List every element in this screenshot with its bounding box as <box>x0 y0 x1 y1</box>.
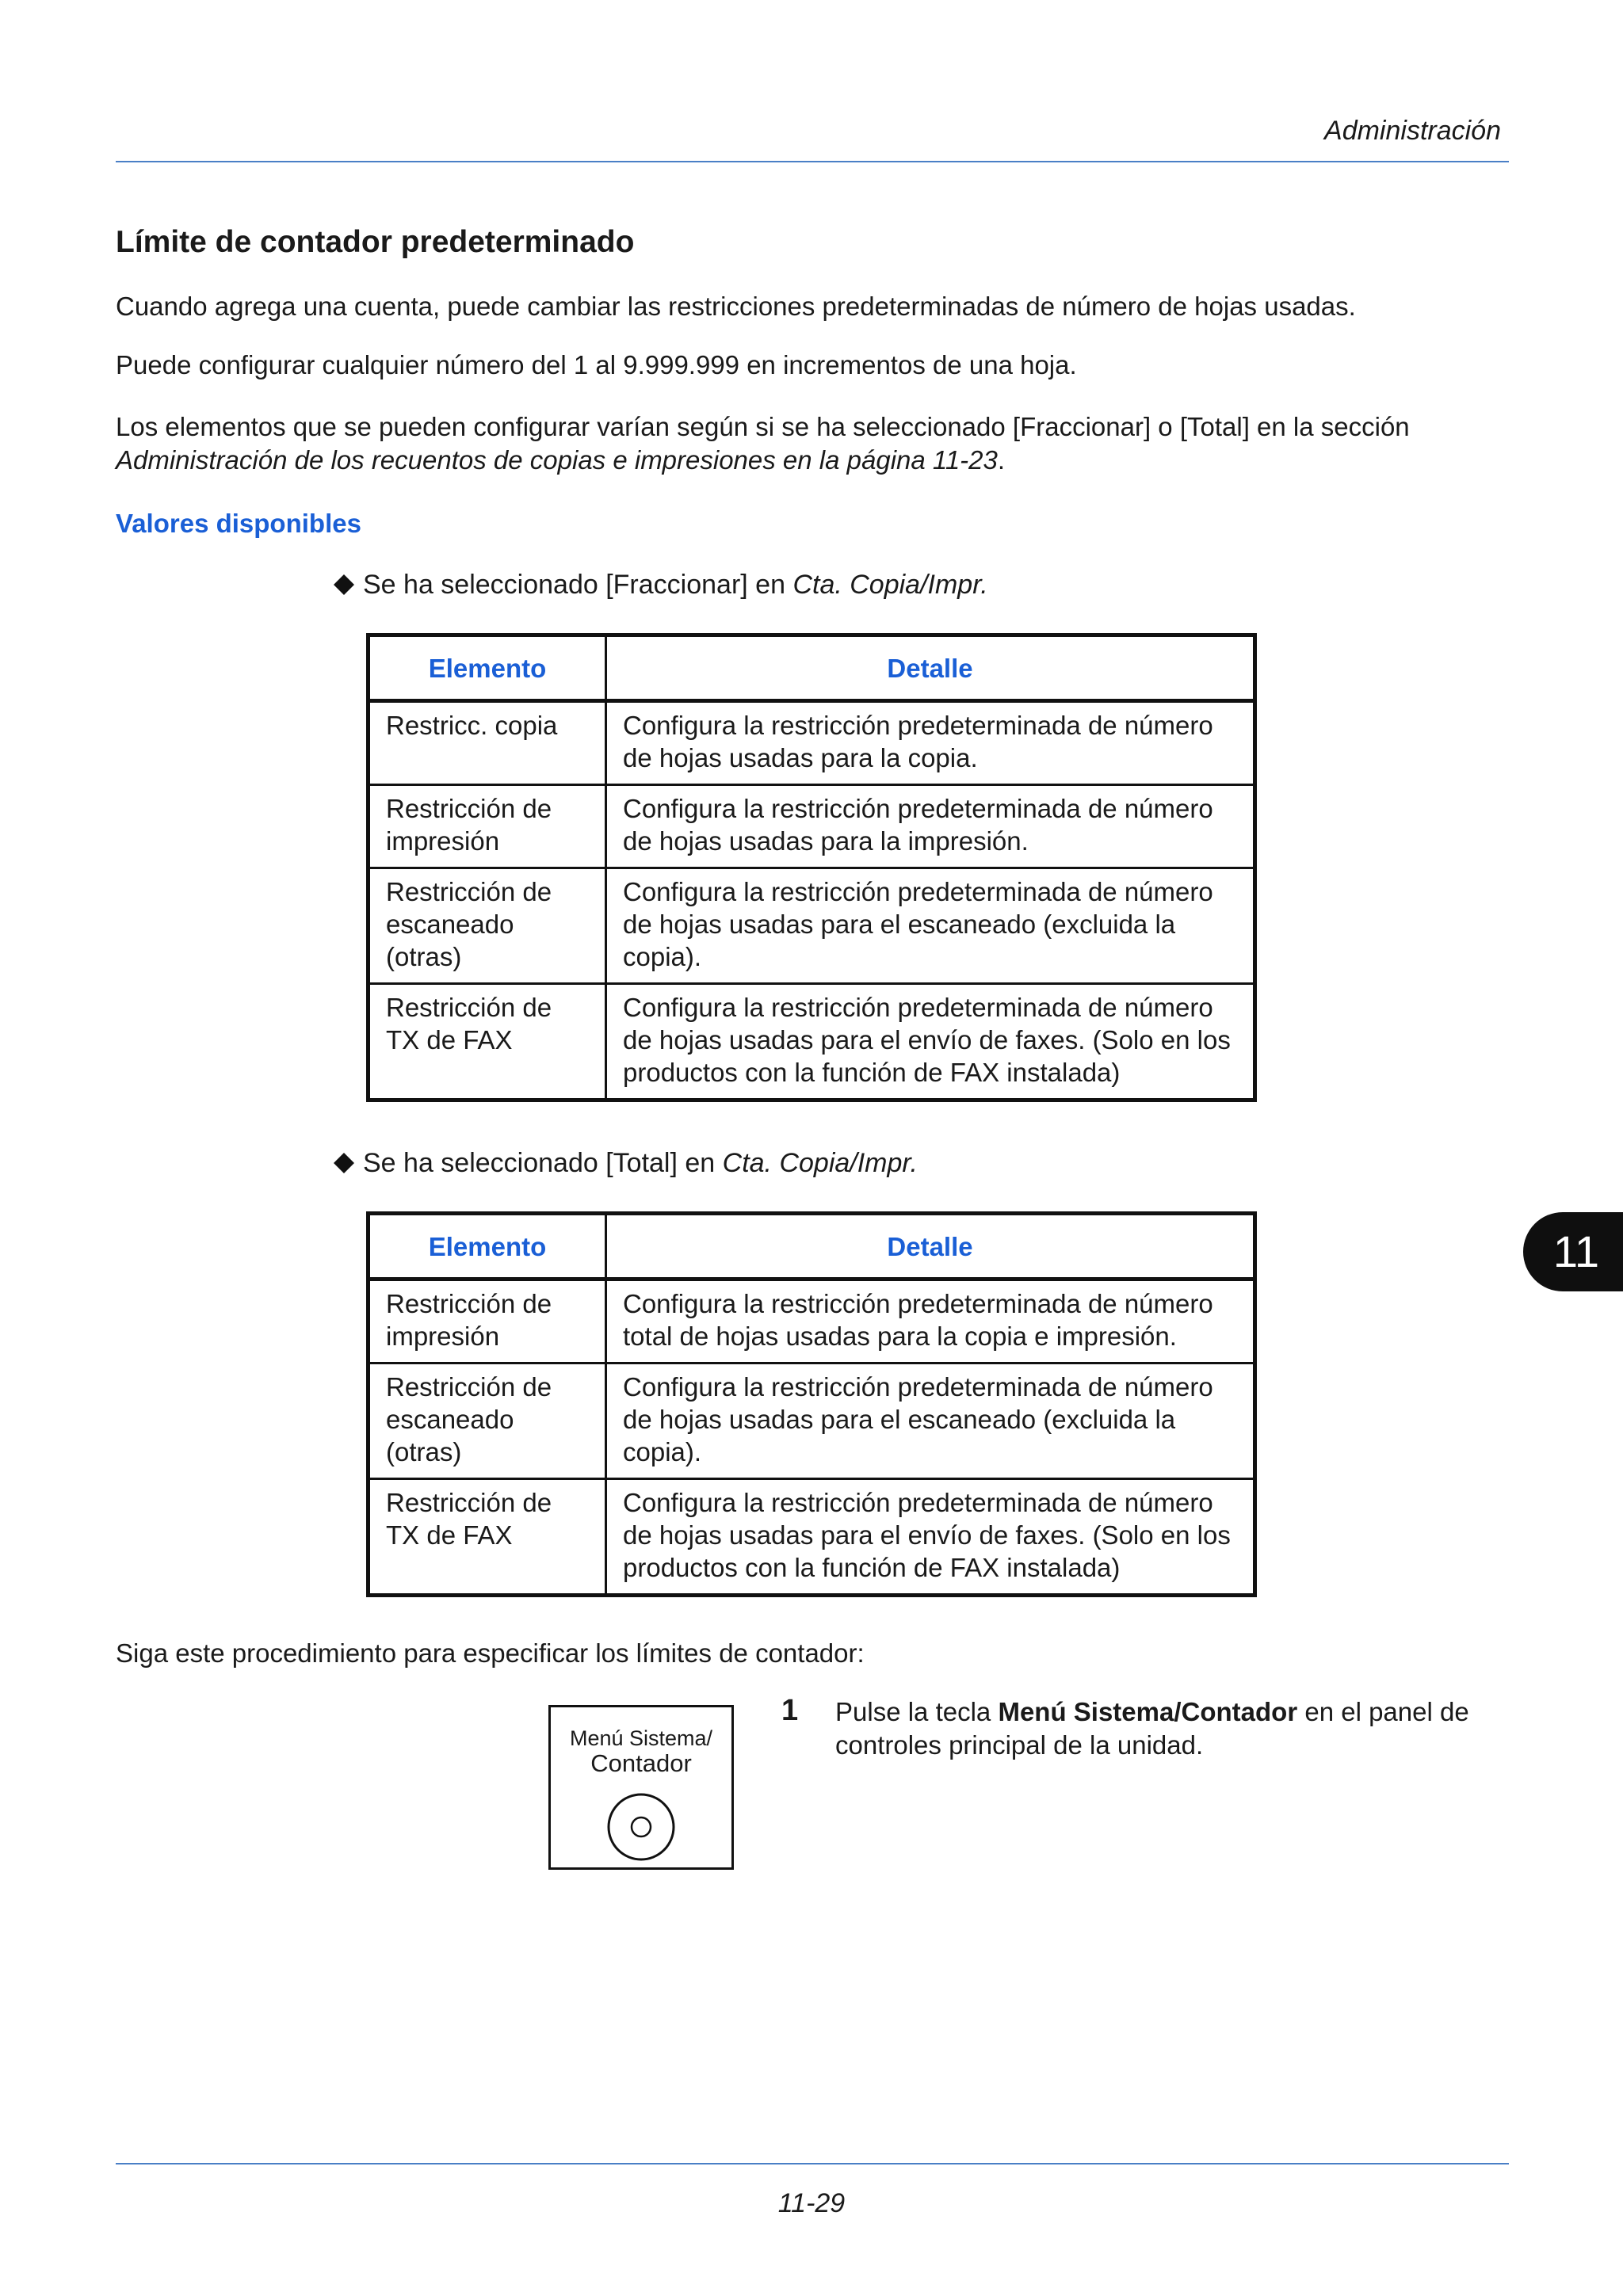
cross-reference-link[interactable]: Administración de los recuentos de copias e impresiones en la página 11-23 <box>116 445 998 475</box>
step-key-name: Menú Sistema/Contador <box>998 1697 1298 1726</box>
cell-detalle: Configura la restricción predeterminada de número de hojas usadas para la impresión. <box>606 785 1255 868</box>
cell-elemento: Restricción de TX de FAX <box>369 1479 606 1596</box>
system-menu-key-illustration <box>548 1705 734 1870</box>
page-number: 11-29 <box>777 2188 846 2218</box>
header-rule <box>116 161 1509 162</box>
column-header-elemento: Elemento <box>369 1214 606 1280</box>
bullet-total <box>333 1146 918 1180</box>
table-fraccionar <box>366 633 1257 1102</box>
table-header-row <box>369 1214 1255 1280</box>
table-row <box>369 785 1255 868</box>
paragraph-3-text: Los elementos que se pueden configurar varían según si se ha seleccionado [Fraccionar] o [Total] en la sección <box>116 412 1410 441</box>
table-row <box>369 1280 1255 1363</box>
bullet-fraccionar-text: Se ha seleccionado [Fraccionar] en <box>363 570 793 600</box>
bullet-total-text: Se ha seleccionado [Total] en <box>363 1148 723 1178</box>
cell-detalle: Configura la restricción predeterminada de número total de hojas usadas para la copia e impresión. <box>606 1280 1255 1363</box>
cell-elemento: Restricción de escaneado (otras) <box>369 868 606 984</box>
cell-elemento: Restricción de TX de FAX <box>369 984 606 1100</box>
intro-paragraph-2: Puede configurar cualquier número del 1 al 9.999.999 en incrementos de una hoja. <box>116 350 1077 379</box>
cell-elemento: Restricción de impresión <box>369 785 606 868</box>
table-row <box>369 984 1255 1100</box>
bullet-fraccionar <box>333 568 988 601</box>
key-label-line-2: Contador <box>590 1749 692 1777</box>
running-header: Administración <box>1324 116 1501 146</box>
column-header-detalle: Detalle <box>606 1214 1255 1280</box>
key-label-line-1: Menú Sistema/ <box>569 1726 713 1750</box>
intro-paragraph-1: Cuando agrega una cuenta, puede cambiar las restricciones predeterminadas de número de hojas usadas. <box>116 292 1356 321</box>
table-row <box>369 1363 1255 1479</box>
column-header-elemento: Elemento <box>369 635 606 701</box>
cell-detalle: Configura la restricción predeterminada de número de hojas usadas para el envío de faxes. (Solo en los productos con la función de FAX instalada) <box>606 1479 1255 1596</box>
cell-detalle: Configura la restricción predeterminada de número de hojas usadas para el escaneado (excluida la copia). <box>606 1363 1255 1479</box>
footer-rule <box>116 2163 1509 2164</box>
key-button-icon <box>605 1791 677 1863</box>
table-row <box>369 701 1255 785</box>
intro-paragraph-3 <box>116 410 1518 477</box>
cell-elemento: Restricc. copia <box>369 701 606 785</box>
step-number: 1 <box>781 1694 799 1727</box>
diamond-bullet-icon <box>333 1152 355 1174</box>
table-header-row <box>369 635 1255 701</box>
diamond-bullet-icon <box>333 574 355 596</box>
bullet-fraccionar-ref: Cta. Copia/Impr. <box>792 570 988 600</box>
procedure-intro: Siga este procedimiento para especificar los límites de contador: <box>116 1638 865 1668</box>
cell-elemento: Restricción de escaneado (otras) <box>369 1363 606 1479</box>
table-row <box>369 868 1255 984</box>
subsection-title: Valores disponibles <box>116 509 361 538</box>
cell-detalle: Configura la restricción predeterminada de número de hojas usadas para el escaneado (excluida la copia). <box>606 868 1255 984</box>
step-text-before: Pulse la tecla <box>835 1697 999 1726</box>
section-title: Límite de contador predeterminado <box>116 225 635 259</box>
cell-detalle: Configura la restricción predeterminada de número de hojas usadas para la copia. <box>606 701 1255 785</box>
bullet-total-ref: Cta. Copia/Impr. <box>722 1148 918 1178</box>
cell-detalle: Configura la restricción predeterminada de número de hojas usadas para el envío de faxes. (Solo en los productos con la función de FAX instalada) <box>606 984 1255 1100</box>
chapter-tab: 11 <box>1523 1212 1623 1291</box>
column-header-detalle: Detalle <box>606 635 1255 701</box>
paragraph-3-end: . <box>997 445 1006 475</box>
table-total <box>366 1211 1257 1597</box>
step-text <box>835 1695 1517 1762</box>
table-row <box>369 1479 1255 1596</box>
step-text-after: en el panel de controles principal de la unidad. <box>835 1697 1469 1760</box>
cell-elemento: Restricción de impresión <box>369 1280 606 1363</box>
